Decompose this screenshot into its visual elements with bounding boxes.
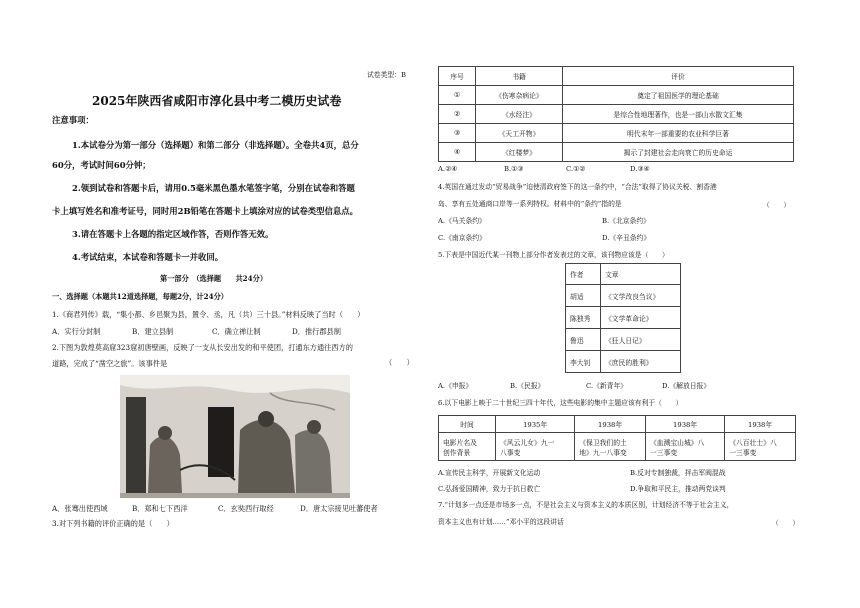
notice-heading: 注意事项： (52, 115, 94, 125)
notice-line-4: 卡上填写姓名和准考证号，同时用2B铅笔在答题卡上填涂对应的试卷类型信息点。 (52, 206, 359, 216)
q5-option-b: B.《民报》 (510, 382, 545, 390)
q2-stem-line1: 2.下图为敦煌莫高窟323窟初唐壁画，反映了一支从长安出发的和平使团，打通东方通往西方的 (52, 343, 353, 352)
table-header-row (439, 67, 794, 86)
q2-option-c: C．玄奘西行取经 (218, 504, 274, 513)
q6-films-table (438, 415, 796, 461)
q4-stem-line1: 4.英国在通过发动“贸易战争”迫使清政府签下的这一条约中，“合法”取得了协议关税、割香港 (438, 183, 717, 191)
cell-line: 一三事变 (649, 448, 678, 457)
q3-option-a: A.②④ (438, 165, 458, 173)
cell-line: 创作背景 (443, 448, 471, 457)
cell-line: 《血溅宝山城》八 (649, 438, 705, 447)
table-header: 1938年 (725, 416, 796, 433)
q4-option-b: B.《北京条约》 (602, 217, 650, 225)
table-cell: 陈独秀 (566, 307, 601, 329)
q1-option-b: B．建立县制 (132, 327, 174, 336)
q3-books-table (438, 66, 794, 162)
q6-stem: 6.以下电影上映于二十世纪三四十年代，这些电影的集中主题应该有利于（ ） (438, 399, 683, 407)
table-cell (575, 433, 646, 461)
table-cell: ④ (439, 143, 476, 162)
notice-line-3: 2.领到试卷和答题卡后，请用0.5毫米黑色墨水笔签字笔，分别在试卷和答题 (72, 183, 355, 193)
cell-line: 一三事变 (729, 448, 757, 457)
table-cell: 胡适 (566, 285, 601, 307)
table-row (566, 285, 681, 307)
cell-line: 《风云儿女》九一 (500, 438, 555, 447)
q2-option-b: B．郑和七下西洋 (132, 504, 188, 513)
q2-answer-paren: （ ） (385, 358, 414, 367)
exam-type-label: 试卷类型：B (367, 71, 406, 79)
q4-option-d: D.《辛丑条约》 (602, 234, 651, 242)
table-cell: 李大钊 (566, 351, 601, 373)
q1-stem: 1.《商君列传》载，“集小都、乡邑聚为县，置令、丞，凡（共）三十县。”材料反映了当时（ ） (52, 310, 365, 319)
table-cell (439, 433, 496, 461)
q1-option-d: D．推行郡县制 (292, 327, 341, 336)
q3-option-d: D.③④ (630, 165, 650, 173)
notice-line-1: 1.本试卷分为第一部分（选择题）和第二部分（非选择题）。全卷共4页，总分 (72, 140, 359, 150)
table-row (439, 433, 796, 461)
table-cell: 《天工开物》 (476, 124, 563, 143)
q6-option-b: B.反对专制独裁，抨击军阀混战 (630, 469, 726, 477)
q7-answer-paren: （ ） (772, 519, 800, 527)
table-row (566, 307, 681, 329)
table-header: 1935年 (496, 416, 575, 433)
q4-answer-paren: （ ） (763, 201, 791, 209)
table-header: 评价 (563, 67, 794, 86)
table-header-row (566, 264, 681, 285)
q2-stem-line2: 道路，完成了“凿空之旅”。该事件是 (52, 359, 168, 368)
table-header: 1938年 (575, 416, 646, 433)
table-row (439, 105, 794, 124)
notice-line-5: 3.请在答题卡上各题的指定区域作答，否则作答无效。 (72, 229, 274, 239)
q5-option-c: C.《新青年》 (586, 382, 628, 390)
table-header: 1938年 (645, 416, 724, 433)
table-cell: 是综合性地理著作，也是一部山水散文汇集 (563, 105, 794, 124)
cell-line: 地》九一八事变 (579, 448, 627, 457)
table-row (566, 329, 681, 351)
table-header: 时间 (439, 416, 496, 433)
q7-stem-line1: 7.“计划多一点还是市场多一点，不是社会主义与资本主义的本质区别，计划经济不等于社会主义， (438, 501, 734, 509)
table-cell: 《文学改良刍议》 (601, 285, 681, 307)
table-cell: 《红楼梦》 (476, 143, 563, 162)
cell-line: 八事变 (500, 448, 521, 457)
q1-option-c: C．确立禅让制 (212, 327, 261, 336)
q6-option-a: A.宣传民主科学，开展新文化运动 (438, 469, 541, 477)
table-row (439, 86, 794, 105)
section1-heading: 一、选择题（本题共12道选择题，每题2分，计24分） (52, 292, 228, 301)
cell-line: 《保卫我们的土 (579, 438, 627, 447)
q4-option-a: A.《马关条约》 (438, 217, 486, 225)
table-cell: 《狂人日记》 (601, 329, 681, 351)
exam-title: 2025年陕西省咸阳市淳化县中考二模历史试卷 (92, 94, 342, 108)
table-cell (725, 433, 796, 461)
table-row (439, 124, 794, 143)
q4-option-c: C.《南京条约》 (438, 234, 486, 242)
q4-stem-line2: 岛、享有五处通商口岸等一系列特权。材料中的“条约”指的是 (438, 200, 622, 208)
q2-option-d: D．唐太宗接见吐蕃使者 (300, 504, 378, 513)
table-cell: 《庶民的胜利》 (601, 351, 681, 373)
table-cell: 《伤寒杂病论》 (476, 86, 563, 105)
table-row (566, 351, 681, 373)
q3-option-b: B.①③ (504, 165, 524, 173)
table-cell: 《水经注》 (476, 105, 563, 124)
table-cell: 奠定了祖国医学的理论基础 (563, 86, 794, 105)
table-header: 作者 (566, 264, 601, 285)
table-header: 文章 (601, 264, 681, 285)
q3-stem: 3.对下列书籍的评价正确的是（ ） (52, 519, 174, 528)
table-cell: 《文学革命论》 (601, 307, 681, 329)
q5-option-d: D.《解放日报》 (662, 382, 711, 390)
table-cell (496, 433, 575, 461)
q6-option-d: D.争取和平民主，推动两党谈判 (630, 485, 726, 493)
table-cell: ③ (439, 124, 476, 143)
table-cell: 鲁迅 (566, 329, 601, 351)
table-header: 序号 (439, 67, 476, 86)
q6-option-c: C.弘扬爱国精神，致力于抗日救亡 (438, 485, 541, 493)
mural-painting (120, 375, 350, 498)
table-cell: 明代末年一部重要的农业科学巨著 (563, 124, 794, 143)
q2-option-a: A．张骞出使西域 (52, 504, 108, 513)
table-header-row (439, 416, 796, 433)
cell-line: 电影片名及 (443, 438, 477, 447)
notice-line-6: 4.考试结束，本试卷和答题卡一并收回。 (72, 252, 224, 262)
table-cell: ① (439, 86, 476, 105)
table-header: 书籍 (476, 67, 563, 86)
part1-title: 第一部分 （选择题 共24分） (160, 274, 268, 283)
q3-option-c: C.①② (566, 165, 586, 173)
table-cell: ② (439, 105, 476, 124)
q5-authors-table (565, 263, 681, 373)
q5-stem: 5.下表是中国近代某一刊物上部分作者发表过的文章，该刊物应该是（ ） (438, 251, 669, 259)
q5-option-a: A.《申报》 (438, 382, 473, 390)
table-cell: 揭示了封建社会走向衰亡的历史命运 (563, 143, 794, 162)
q1-option-a: A．实行分封制 (52, 327, 101, 336)
notice-line-2: 60分，考试时间60分钟； (52, 160, 151, 170)
mural-image (120, 375, 350, 498)
table-cell (645, 433, 724, 461)
cell-line: 《八百壮士》八 (729, 438, 777, 447)
q7-stem-line2: 资本主义也有计划……”邓小平的这段讲话 (438, 518, 564, 526)
table-row (439, 143, 794, 162)
